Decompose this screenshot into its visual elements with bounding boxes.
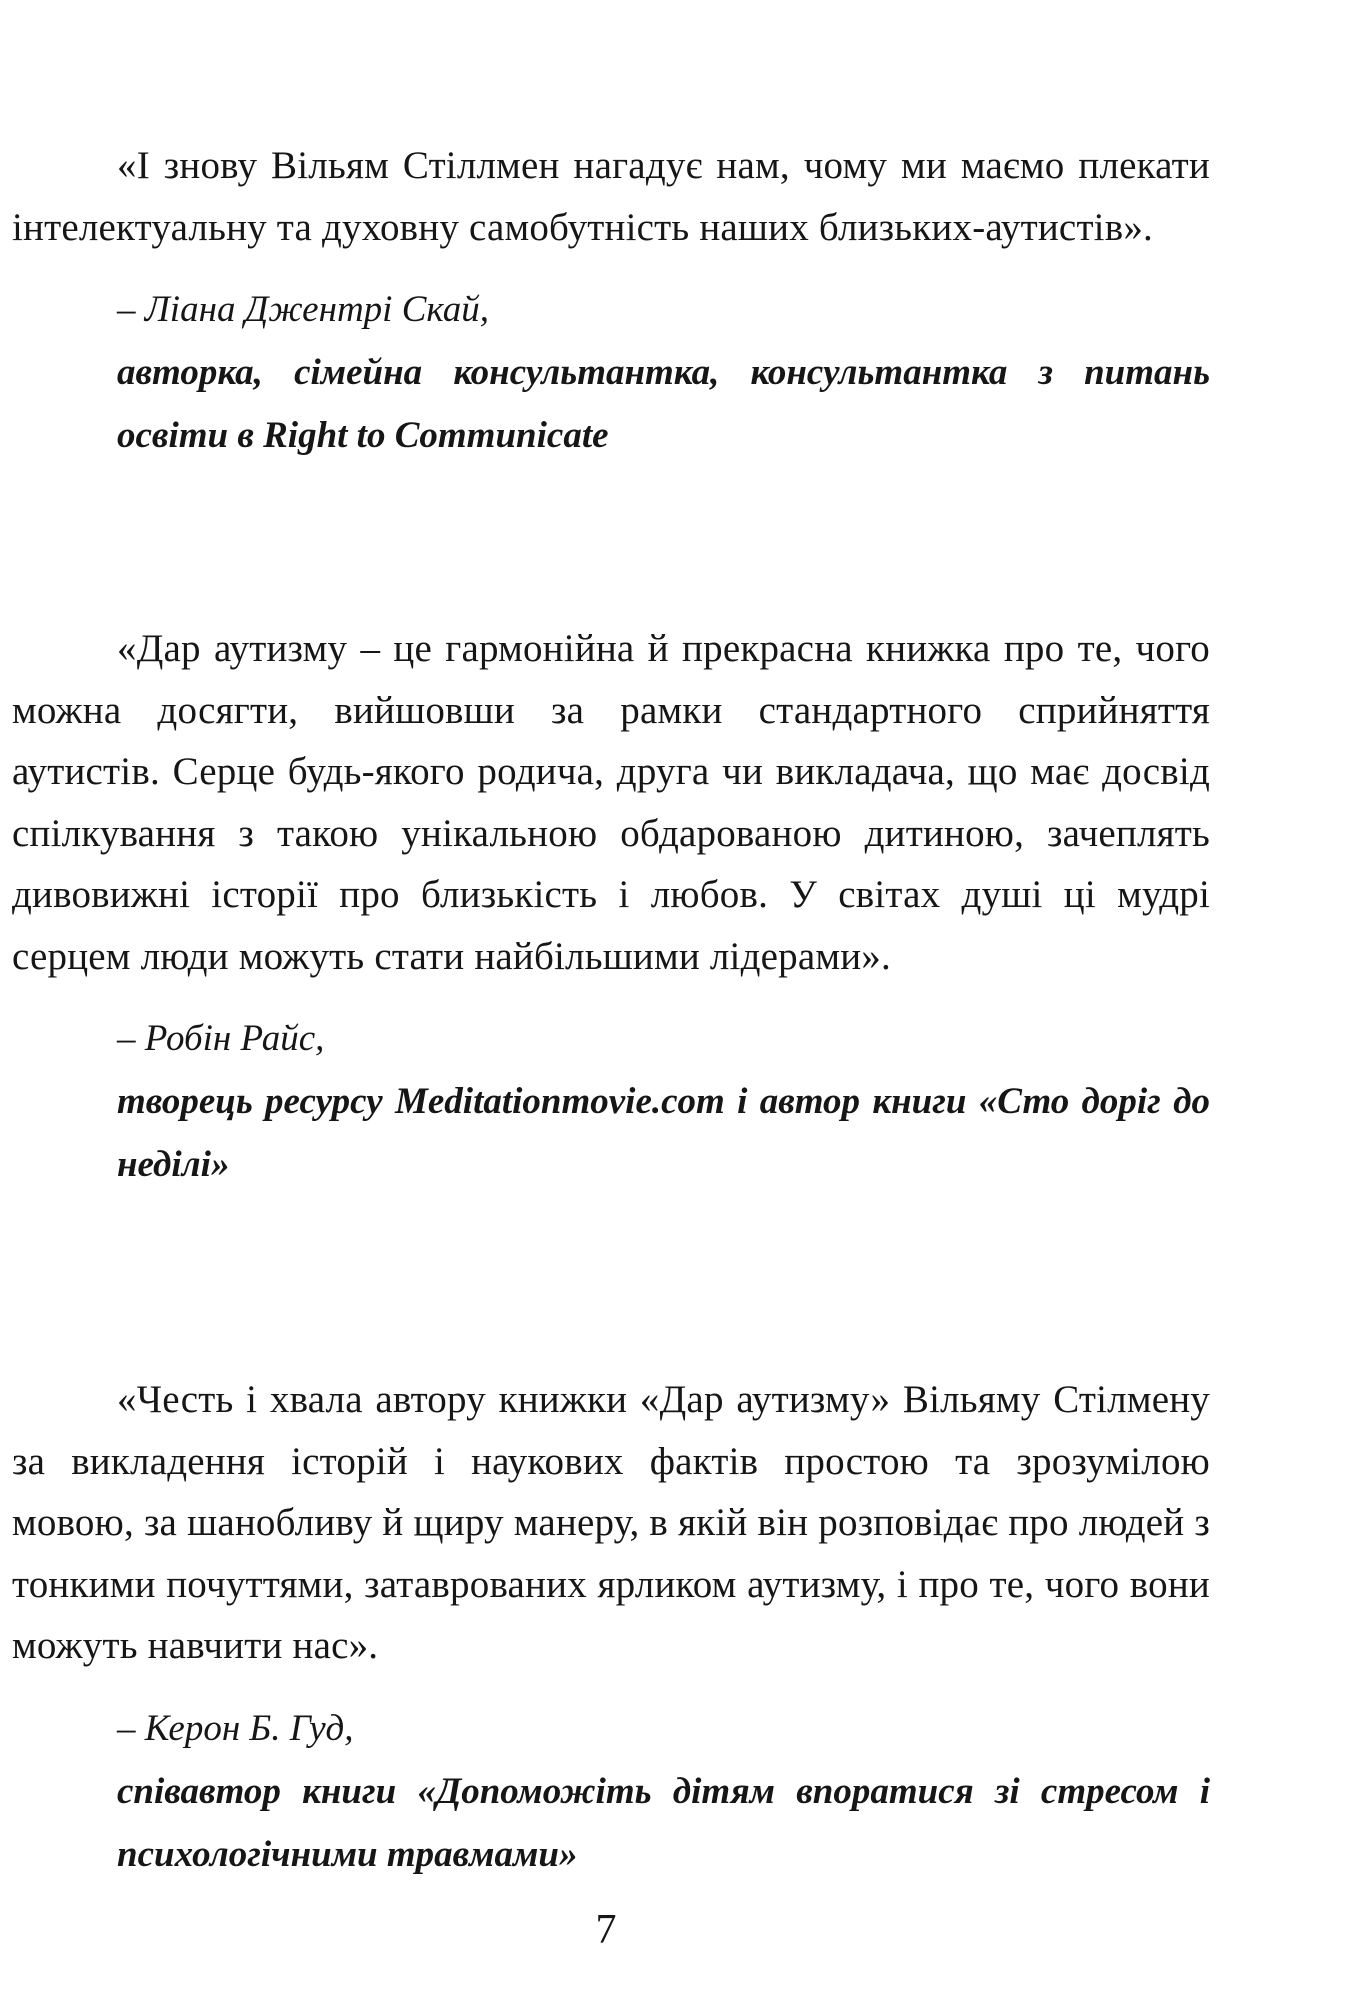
testimonial-attribution <box>12 278 1210 467</box>
testimonial-quote: «І знову Вільям Стіллмен нагадує нам, чому ми маємо плекати інтелектуальну та духовну самобутність наших близьких-аутистів». <box>12 144 1210 249</box>
testimonial-author: – Ліана Джентрі Скай, <box>117 289 490 330</box>
testimonial-author: – Керон Б. Гуд, <box>117 1707 354 1749</box>
testimonial-author: – Робін Райс, <box>117 1018 325 1059</box>
testimonial-author-role: авторка, сімейна консультантка, консультантка з питань освіти в Right to Communicate <box>117 352 1210 456</box>
testimonial-attribution <box>12 1697 1210 1886</box>
page-number: 7 <box>595 1907 617 1953</box>
testimonial-author-role: творець ресурсу Meditationmovie.com і автор книги «Сто доріг до неділі» <box>117 1081 1210 1185</box>
testimonial-1 <box>12 135 1210 467</box>
testimonial-2 <box>12 618 1210 1196</box>
testimonial-attribution <box>12 1007 1210 1196</box>
testimonial-author-role: співавтор книги «Допоможіть дітям впоратися зі стресом і психологічними травмами» <box>117 1770 1210 1875</box>
testimonial-quote: «Честь і хвала автору книжки «Дар аутизму» Вільяму Стілмену за викладення історій і наукових фактів простою та зрозумілою мовою, за шанобливу й щиру манеру, в якій він розповідає про людей з тонкими почуттями, затаврованих ярликом аутизму, і про те, чого вони можуть навчити нас». <box>12 1378 1210 1667</box>
testimonial-quote: «Дар аутизму – це гармонійна й прекрасна книжка про те, чого можна досягти, вийшовши за рамки стандартного сприйняття аутистів. Серце будь-якого родича, друга чи викладача, що має досвід спілкування з такою унікальною обдарованою дитиною, зачеплять дивовижні історії про близькість і любов. У світах душі ці мудрі серцем люди можуть стати найбільшими лідерами». <box>12 627 1210 978</box>
testimonial-3 <box>12 1369 1210 1886</box>
